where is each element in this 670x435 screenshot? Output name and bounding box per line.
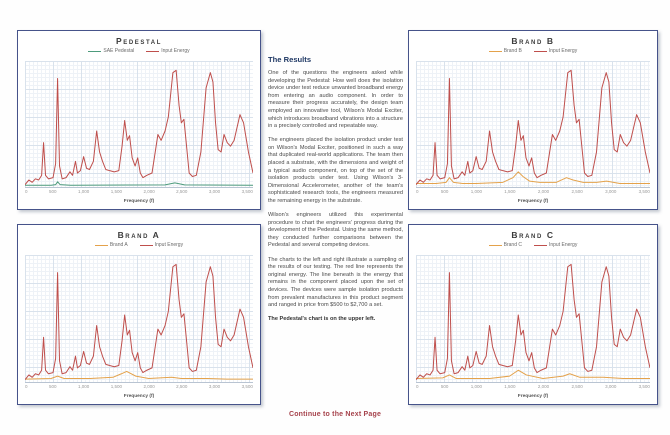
x-tick-label: 1,000 [77,189,90,194]
legend-label: SAE Pedestal [103,48,135,54]
x-tick-label: 3,000 [605,189,617,194]
series-swatch [146,51,159,52]
x-axis-ticks [25,189,253,195]
x-tick-label: 0 [25,384,28,389]
x-tick-label: 2,500 [571,384,583,389]
legend-label: Input Energy [548,48,578,54]
line-chart [25,61,253,187]
legend-item [95,242,128,248]
series-swatch [95,245,108,246]
x-tick-label: 2,000 [537,189,550,194]
chart-title: Pedestal [115,36,163,46]
series-swatch [534,245,547,246]
legend-item [146,48,189,54]
legend-label: Brand C [503,242,522,248]
plot-area [416,61,650,188]
chart-title: Brand A [117,230,161,240]
x-tick-label: 0 [416,189,419,194]
body-paragraph: Wilson's engineers utilized this experimental procedure to chart the engineers' progress during the development of the Pedestal. Using the same method, they conducted further comparisons between the Pedestal and several competing devices. [268,212,403,249]
plot-area [25,255,253,383]
x-tick-label: 0 [416,384,419,389]
x-tick-label: 3,500 [638,189,650,194]
chart-legend [18,48,260,54]
plot-area [416,255,650,383]
legend-item [88,48,134,54]
x-tick-label: 3,000 [605,384,617,389]
continue-footer: Continue to the Next Page [288,411,382,418]
legend-item [140,242,183,248]
series-swatch [88,51,101,52]
x-axis-label: Frequency (f) [123,394,155,399]
legend-label: Input Energy [161,48,190,54]
legend-item [534,48,577,54]
x-tick-label: 3,000 [208,189,221,194]
legend-label: Brand A [109,242,128,248]
x-tick-label: 1,500 [110,384,122,389]
legend-item [534,242,577,248]
legend-label: Brand B [503,48,522,54]
x-axis-ticks [416,189,650,195]
chart-panel-brand-c [408,224,658,405]
x-tick-label: 2,500 [571,189,583,194]
chart-title: Brand B [511,36,555,46]
chart-legend [409,48,657,54]
legend-item [489,242,522,248]
x-tick-label: 1,500 [504,189,516,194]
line-chart [416,61,650,187]
series-swatch [140,245,153,246]
legend-label: Input Energy [154,242,184,248]
x-tick-label: 1,000 [470,384,482,389]
x-tick-label: 3,500 [241,189,253,194]
x-tick-label: 0 [25,189,28,194]
series-swatch [534,51,547,52]
chart-legend [409,242,657,248]
chart-title: Brand C [511,230,555,240]
x-tick-label: 500 [440,384,449,389]
line-chart [25,255,253,382]
chart-panel-brand-b [408,30,658,210]
x-tick-label: 1,500 [110,189,122,194]
x-tick-label: 1,000 [470,189,482,194]
series-swatch [489,51,502,52]
legend-label: Input Energy [548,242,578,248]
series-swatch [489,245,502,246]
chart-panel-brand-a [17,224,261,405]
x-axis-ticks [25,384,253,390]
x-tick-label: 3,500 [241,384,253,389]
x-tick-label: 2,000 [143,384,155,389]
x-tick-label: 3,500 [638,384,650,389]
closing-note: The Pedestal's chart is on the upper left. [268,316,376,323]
x-tick-label: 500 [440,189,449,194]
chart-legend [18,242,260,248]
x-tick-label: 500 [48,189,57,194]
body-paragraph: The engineers placed the isolation product under test on Wilson's Modal Exciter, positioned in such a way that duplicated real-world applications. The team then placed a substrate, with the dimensions and weight of a typical audio component, on top of the set of the isolation products under test. Using Wilson's 3-Dimensional Accelerometer, another of the team's sophisticated research tools, the engineers measured the remaining energy in the substrate. [268,137,403,204]
x-tick-label: 1,000 [77,384,90,389]
plot-area [25,61,253,188]
body-paragraph: The charts to the left and right illustrate a sampling of the results of our testing. The red line represents the original energy. The line beneath is the energy that remains in the component placed upon the set of devices. The devices were sample isolation products from prevalent manufactures in this product segment and ranged in price from $500 to $2,700 a set. [268,256,403,309]
x-axis-label: Frequency (f) [123,199,155,204]
body-paragraph: One of the questions the engineers asked while developing the Pedestal: How well does the isolation device under test reduce unwanted broadband energy from entering an audio component. In order to measure their progress accurately, the design team employed an innovative tool, Wilson's Modal Exciter, which introduces broadband vibrations into a structure in a precisely controlled and repeatable way. [268,70,403,130]
x-tick-label: 2,000 [143,189,155,194]
x-tick-label: 2,500 [176,384,188,389]
section-heading: The Results [268,55,312,64]
x-axis-label: Frequency (f) [517,394,549,399]
x-axis-label: Frequency (f) [517,199,549,204]
chart-panel-pedestal [17,30,261,210]
x-tick-label: 2,500 [176,189,188,194]
line-chart [416,255,650,382]
x-axis-ticks [416,384,650,390]
legend-item [489,48,522,54]
x-tick-label: 500 [48,384,57,389]
x-tick-label: 2,000 [537,384,550,389]
results-column [268,55,403,330]
x-tick-label: 1,500 [504,384,516,389]
x-tick-label: 3,000 [208,384,221,389]
